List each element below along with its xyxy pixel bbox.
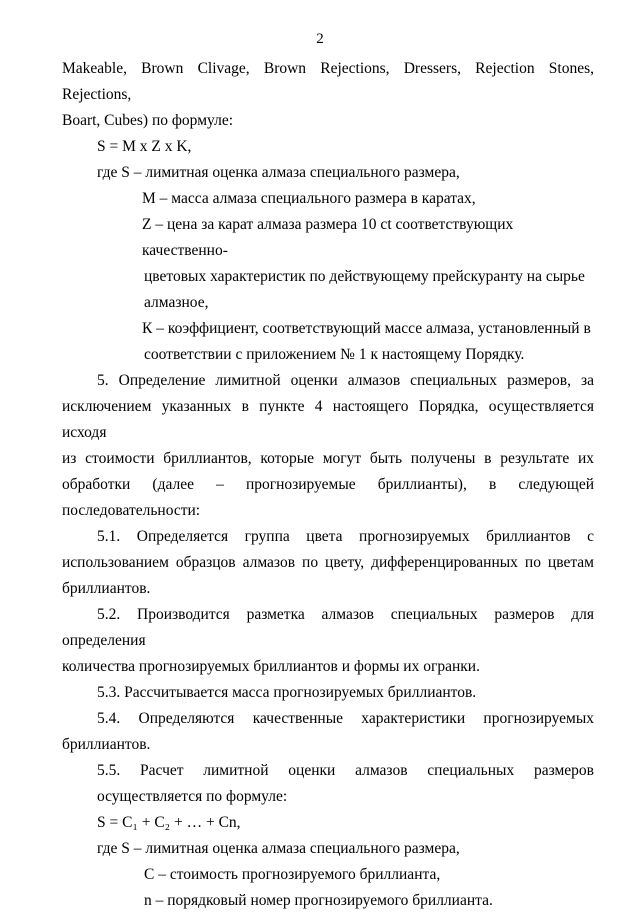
paragraph-5-1-line-1: 5.1. Определяется группа цвета прогнозируемых бриллиантов с — [97, 528, 594, 545]
paragraph-5-line-3: из стоимости бриллиантов, которые могут быть получены в результате их — [62, 450, 594, 467]
paragraph-5-1-line-3: бриллиантов. — [62, 580, 151, 597]
definition-s-1: где S – лимитная оценка алмаза специального размера, — [97, 164, 460, 181]
page-number: 2 — [316, 31, 324, 47]
paragraph-5-2-line-1: 5.2. Производится разметка алмазов специальных размеров для определения — [62, 606, 594, 649]
paragraph-5-3: 5.3. Рассчитывается масса прогнозируемых бриллиантов. — [97, 684, 477, 701]
paragraph-5-line-2: исключением указанных в пункте 4 настоящего Порядка, осуществляется исходя — [62, 398, 594, 441]
definition-z-line-3: алмазное, — [144, 294, 209, 311]
paragraph-5-4-line-1: 5.4. Определяются качественные характеристики прогнозируемых — [97, 710, 594, 727]
definition-m-1: M – масса алмаза специального размера в каратах, — [142, 190, 476, 207]
paragraph-5-line-1: 5. Определение лимитной оценки алмазов специальных размеров, за — [97, 372, 594, 389]
paragraph-5-4-line-2: бриллиантов. — [62, 736, 151, 753]
paragraph-5-line-5: последовательности: — [62, 502, 201, 519]
paragraph-5-line-4: обработки (далее – прогнозируемые бриллианты), в следующей — [62, 476, 594, 493]
definition-c-2: C – стоимость прогнозируемого бриллианта, — [144, 866, 441, 883]
definition-k-line-2: соответствии с приложением № 1 к настоящему Порядку. — [144, 346, 525, 363]
paragraph-5-5-line-2: осуществляется по формуле: — [97, 788, 288, 805]
paragraph-5-5-line-1: 5.5. Расчет лимитной оценки алмазов специальных размеров — [97, 762, 594, 779]
definition-k-line-1: К – коэффициент, соответствующий массе алмаза, установленный в — [142, 320, 591, 337]
definition-n-2: n – порядковый номер прогнозируемого бриллианта. — [144, 892, 493, 909]
formula-1: S = M x Z x K, — [97, 138, 192, 155]
formula-2: S = C₁ + C₂ + … + Cn, — [97, 814, 241, 831]
intro-line-2: Boart, Cubes) по формуле: — [62, 112, 233, 129]
document-body — [62, 56, 594, 914]
paragraph-5-2-line-2: количества прогнозируемых бриллиантов и формы их огранки. — [62, 658, 480, 675]
definition-s-2: где S – лимитная оценка алмаза специального размера, — [97, 840, 460, 857]
definition-z-line-2: цветовых характеристик по действующему прейскуранту на сырье — [144, 268, 585, 285]
paragraph-5-1-line-2: использованием образцов алмазов по цвету, дифференцированных по цветам — [62, 554, 594, 571]
intro-line-1: Makeable, Brown Clivage, Brown Rejections, Dressers, Rejection Stones, Rejections, — [62, 60, 594, 103]
definition-z-line-1: Z – цена за карат алмаза размера 10 ct соответствующих качественно- — [142, 216, 514, 259]
